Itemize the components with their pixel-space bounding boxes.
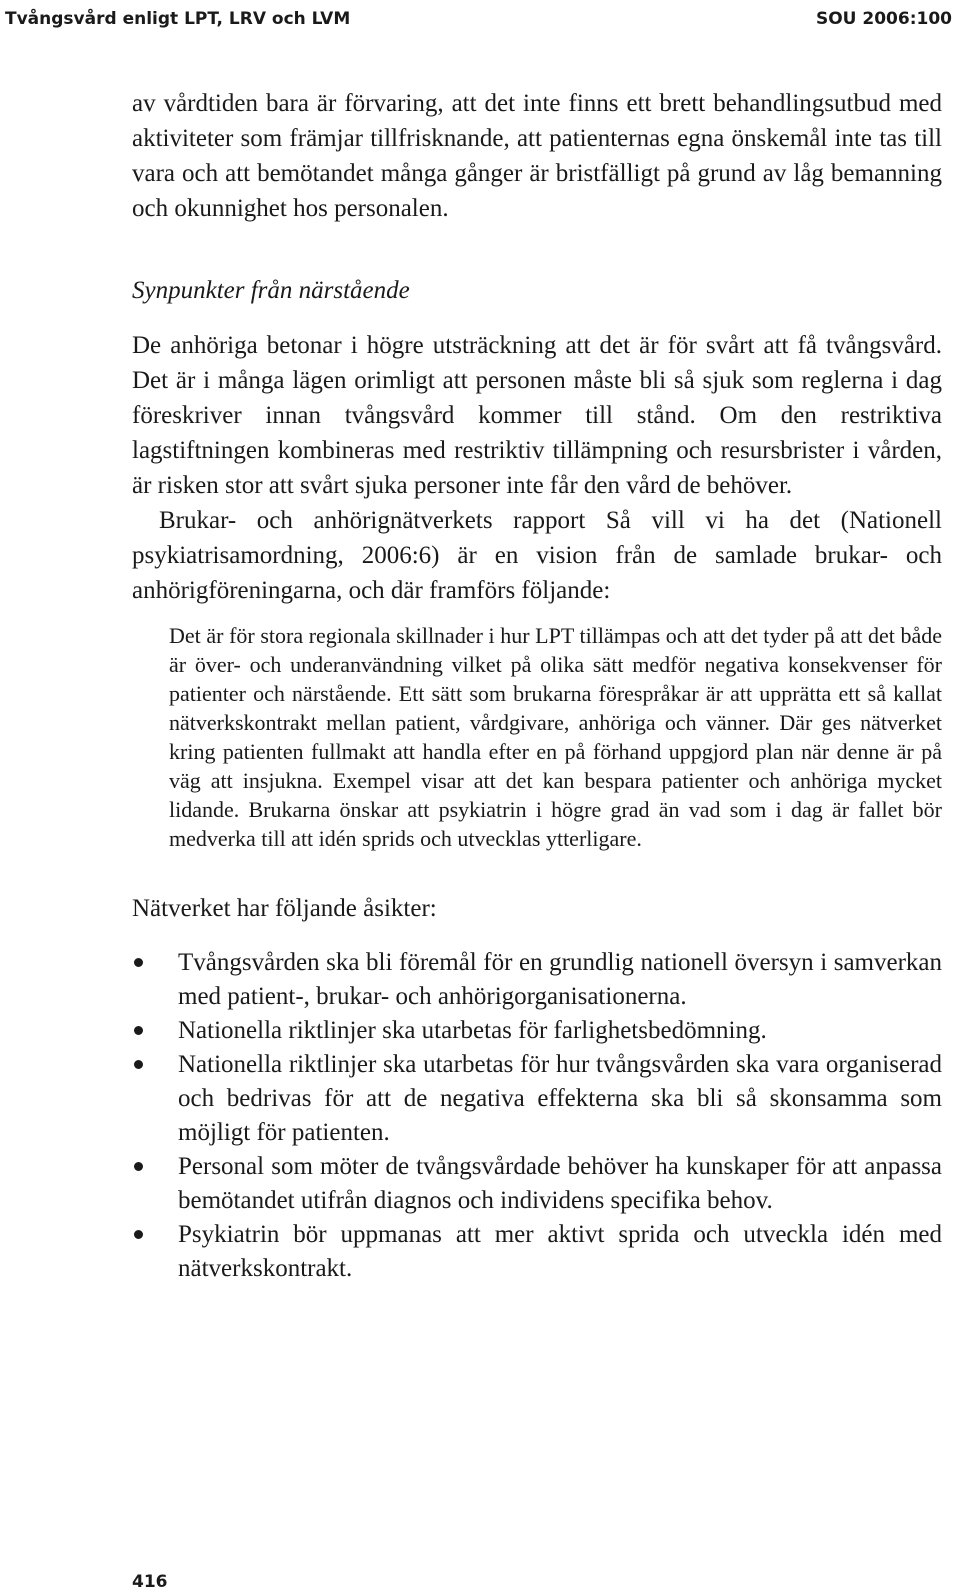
list-item bbox=[132, 1014, 942, 1048]
body-paragraph-2: De anhöriga betonar i högre utsträckning att det är för svårt att få tvångsvård. Det är i många lägen orimligt att personen måste bli så sjuk som reglerna i dag föreskriver innan tvångsvård kommer till stånd. Om den restriktiva lagstiftningen kombineras med restriktiv tillämpning och resursbrister i vården, är risken stor att svårt sjuka personer inte får den vård de behöver. bbox=[132, 332, 942, 499]
block-quote: Det är för stora regionala skillnader i hur LPT tillämpas och att det tyder på att det både är över- och underanvändning vilket på olika sätt medför negativa konsekvenser för patienter och närstående. Ett sätt som brukarna förespråkar är att upprätta ett så kallat nätverkskontrakt mellan patient, vårdgivare, anhöriga och vänner. Där ges nätverket kring patienten fullmakt att handla efter en på förhand uppgjord plan när denne är på väg att insjukna. Exempel visar att det kan bespara patienter och anhöriga mycket lidande. Brukarna önskar att psykiatrin i högre grad än vad som i dag är fallet bör medverka till att idén sprids och utvecklas ytterligare. bbox=[169, 623, 942, 851]
list-item-text: Psykiatrin bör uppmanas att mer aktivt sprida och utveckla idén med nätverkskontrakt. bbox=[178, 1221, 942, 1282]
header-report-id: SOU 2006:100 bbox=[815, 9, 952, 29]
views-lead-text: Nätverket har följande åsikter: bbox=[132, 895, 437, 922]
page-number: 416 bbox=[132, 1572, 168, 1592]
header-document-title: Tvångsvård enligt LPT, LRV och LVM bbox=[5, 9, 351, 29]
bullet-icon bbox=[134, 1026, 143, 1035]
list-item bbox=[132, 1150, 942, 1218]
views-bullet-list bbox=[132, 946, 942, 1286]
list-item-text: Nationella riktlinjer ska utarbetas för hur tvångsvården ska vara organiserad och bedrivas för att de negativa effekterna ska bli så skonsamma som möjligt för patienten. bbox=[178, 1051, 942, 1146]
list-item-text: Personal som möter de tvångsvårdade behöver ha kunskaper för att anpassa bemötandet utifrån diagnos och individens specifika behov. bbox=[178, 1153, 942, 1214]
bullet-icon bbox=[134, 1230, 143, 1239]
body-paragraph-3: Brukar- och anhörignätverkets rapport Så vill vi ha det (Nationell psykiatrisamordning, 2006:6) är en vision från de samlade brukar- och anhörigföreningarna, och där framförs följande: bbox=[132, 507, 942, 604]
running-header bbox=[0, 4, 952, 34]
page-content bbox=[132, 86, 942, 1286]
list-item-text: Tvångsvården ska bli föremål för en grundlig nationell översyn i samverkan med patient-, brukar- och anhörigorganisationerna. bbox=[178, 949, 942, 1010]
bullet-icon bbox=[134, 958, 143, 967]
list-item bbox=[132, 1048, 942, 1150]
bullet-icon bbox=[134, 1162, 143, 1171]
list-item bbox=[132, 946, 942, 1014]
list-item bbox=[132, 1218, 942, 1286]
body-paragraph-1: av vårdtiden bara är förvaring, att det inte finns ett brett behandlingsutbud med aktiviteter som främjar tillfrisknande, att patienternas egna önskemål inte tas till vara och att bemötandet många gånger är bristfälligt på grund av låg bemanning och okunnighet hos personalen. bbox=[132, 90, 942, 222]
bullet-icon bbox=[134, 1060, 143, 1069]
list-item-text: Nationella riktlinjer ska utarbetas för farlighetsbedömning. bbox=[178, 1017, 767, 1044]
section-heading: Synpunkter från närstående bbox=[132, 277, 410, 304]
